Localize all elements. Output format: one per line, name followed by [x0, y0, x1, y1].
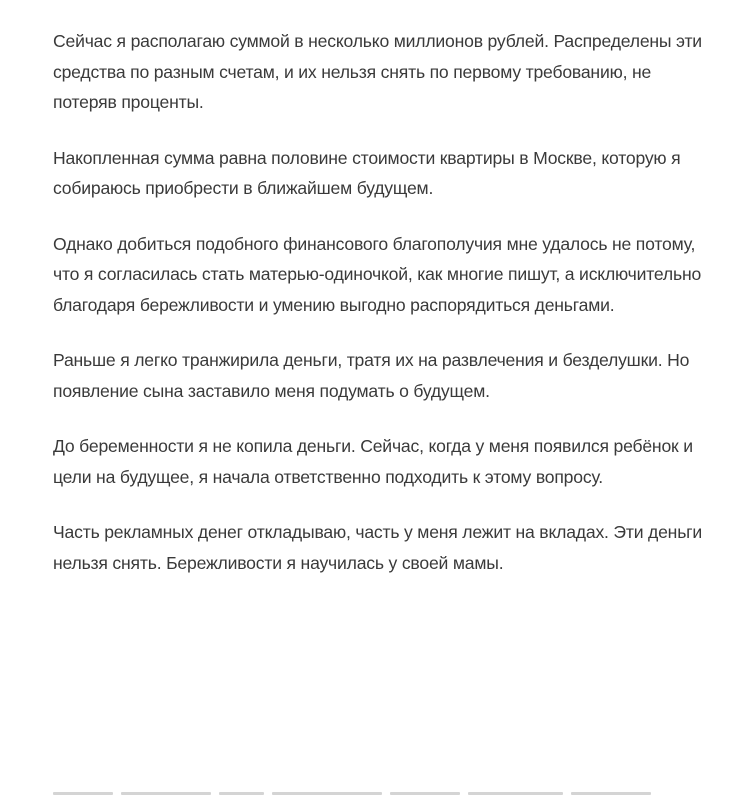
paragraph-2: Накопленная сумма равна половине стоимости квартиры в Москве, которую я собираюсь приобрести в ближайшем будущем.	[53, 147, 681, 198]
cut-off-next-line	[53, 792, 693, 802]
article-body	[53, 26, 713, 603]
paragraph-1: Сейчас я располагаю суммой в несколько миллионов рублей. Распределены эти средства по разным счетам, и их нельзя снять по первому требованию, не потеряв проценты.	[53, 31, 702, 112]
paragraph-5: До беременности я не копила деньги. Сейчас, когда у меня появился ребёнок и цели на будущее, я начала ответственно подходить к этому вопросу.	[53, 436, 693, 487]
paragraph-3: Однако добиться подобного финансового благополучия мне удалось не потому, что я согласилась стать матерью-одиночкой, как многие пишут, а исключительно благодаря бережливости и умению выгодно распорядиться деньгами.	[53, 233, 702, 315]
paragraph-4: Раньше я легко транжирила деньги, тратя их на развлечения и безделушки. Но появление сына заставило меня подумать о будущем.	[53, 350, 690, 401]
paragraph-6: Часть рекламных денег откладываю, часть у меня лежит на вкладах. Эти деньги нельзя снять. Бережливости я научилась у своей мамы.	[53, 522, 703, 573]
